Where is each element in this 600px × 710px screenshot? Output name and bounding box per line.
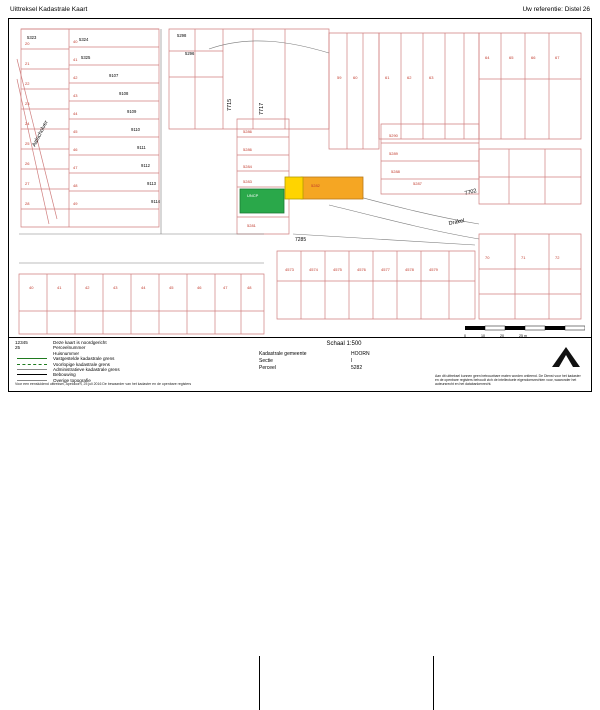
svg-text:42: 42 [73, 75, 78, 80]
svg-text:21: 21 [25, 61, 30, 66]
cadastral-map[interactable] [9, 19, 591, 337]
svg-text:5287: 5287 [413, 181, 422, 186]
svg-text:63: 63 [429, 75, 434, 80]
svg-text:5281: 5281 [247, 223, 256, 228]
svg-text:9108: 9108 [119, 91, 129, 96]
svg-text:45: 45 [73, 129, 78, 134]
svg-text:9111: 9111 [137, 145, 146, 150]
legend-divider-1 [259, 656, 260, 710]
svg-text:20: 20 [25, 41, 30, 46]
scale-tick: 25 m [519, 334, 527, 338]
legend-symbol: 25 [15, 345, 21, 351]
scale-tick: 20 [500, 334, 504, 338]
field-row [259, 351, 429, 358]
svg-text:40: 40 [73, 39, 78, 44]
svg-text:5286: 5286 [243, 129, 252, 134]
svg-text:72: 72 [555, 255, 560, 260]
svg-text:26: 26 [25, 161, 30, 166]
topography-line-icon [17, 380, 47, 381]
svg-text:5282: 5282 [311, 183, 320, 188]
svg-text:23: 23 [25, 101, 30, 106]
field-row [259, 358, 429, 365]
svg-text:65: 65 [509, 55, 514, 60]
legend-text: Voorlopige kadastrale grens [53, 361, 110, 367]
svg-text:42: 42 [85, 285, 90, 290]
svg-text:62: 62 [407, 75, 412, 80]
svg-text:5290: 5290 [389, 133, 398, 138]
svg-text:4577: 4577 [381, 267, 390, 272]
rights-text: Aan dit uittreksel kunnen geen betrouwbare maten worden ontleend. De Dienst voor het kadaster en de openbare registers behoudt zich de intellectuele eigendomsrechten voor, waaronder het auteursrecht en het databankenrecht. [435, 374, 581, 386]
map-vector [9, 19, 591, 337]
svg-text:7717: 7717 [259, 102, 265, 115]
svg-text:44: 44 [73, 111, 78, 116]
reference-label: Uw referentie: Distel 26 [522, 6, 590, 13]
svg-text:66: 66 [531, 55, 536, 60]
scale-tick: 10 [481, 334, 485, 338]
scale-and-identifiers [259, 334, 527, 372]
legend-text: Administratieve kadastrale grens [53, 366, 120, 372]
svg-text:5296: 5296 [185, 51, 195, 56]
svg-text:24: 24 [25, 121, 30, 126]
svg-text:70: 70 [485, 255, 490, 260]
svg-text:7285: 7285 [295, 237, 307, 243]
legend-text: Deze kaart is noordgericht [53, 340, 107, 345]
svg-text:5288: 5288 [391, 169, 400, 174]
dashed-boundary-line-icon [17, 364, 47, 365]
svg-text:43: 43 [113, 285, 118, 290]
svg-text:5324: 5324 [79, 37, 89, 42]
legend-text: Bebouwing [53, 372, 76, 378]
svg-text:5286: 5286 [243, 147, 252, 152]
kadaster-logo-icon [549, 344, 583, 370]
svg-text:44: 44 [141, 285, 146, 290]
svg-text:48: 48 [247, 285, 252, 290]
page-title: Uittreksel Kadastrale Kaart [10, 6, 88, 13]
svg-text:4578: 4578 [405, 267, 414, 272]
svg-text:5283: 5283 [243, 179, 252, 184]
issuer-disclaimer: Voor een eensluidend uittreksel, Apeldoorn, 25 juli 2016 De bewaarder van het kadaster en de openbare registers [15, 382, 192, 386]
svg-text:5323: 5323 [27, 35, 37, 40]
scale-ticks [464, 334, 589, 338]
svg-text:64: 64 [485, 55, 490, 60]
svg-text:60: 60 [353, 75, 358, 80]
field-row [259, 365, 429, 372]
map-frame [8, 18, 592, 392]
svg-text:9109: 9109 [127, 109, 137, 114]
field-key: Perceel [259, 365, 276, 371]
svg-text:5289: 5289 [389, 151, 398, 156]
svg-text:9110: 9110 [131, 127, 141, 132]
svg-text:9113: 9113 [147, 181, 157, 186]
building-line-icon [17, 374, 47, 375]
legend-text: Perceelnummer [53, 345, 86, 351]
svg-text:4574: 4574 [309, 267, 318, 272]
svg-text:7702: 7702 [464, 188, 478, 197]
svg-text:43: 43 [73, 93, 78, 98]
svg-text:45: 45 [169, 285, 174, 290]
legend-text: Huisnummer [53, 350, 80, 356]
field-value: 5282 [351, 365, 363, 371]
svg-text:27: 27 [25, 181, 30, 186]
svg-text:4579: 4579 [429, 267, 438, 272]
svg-text:5298: 5298 [177, 33, 187, 38]
svg-text:47: 47 [73, 165, 78, 170]
svg-text:5325: 5325 [81, 55, 91, 60]
svg-text:48: 48 [73, 183, 78, 188]
svg-text:41: 41 [57, 285, 62, 290]
svg-text:67: 67 [555, 55, 560, 60]
solid-boundary-line-icon [17, 358, 47, 359]
admin-boundary-line-icon [17, 369, 47, 370]
highlighted-parcel [240, 177, 363, 213]
legend-bar [9, 334, 591, 391]
field-value: HOORN [351, 351, 370, 357]
field-value: I [351, 358, 353, 364]
svg-text:46: 46 [73, 147, 78, 152]
svg-text:7715: 7715 [227, 98, 233, 111]
svg-text:Drakel: Drakel [448, 218, 465, 227]
svg-text:UNCP: UNCP [247, 193, 259, 198]
legend-text: Vastgestelde kadastrale grens [53, 356, 115, 362]
svg-text:59: 59 [337, 75, 342, 80]
svg-text:28: 28 [25, 201, 30, 206]
legend-divider-2 [433, 656, 434, 710]
legend-symbols [15, 340, 245, 383]
legend-text: Overige topografie [53, 377, 91, 383]
svg-text:4575: 4575 [333, 267, 342, 272]
svg-text:9112: 9112 [141, 163, 151, 168]
legend-symbol: 12345 [15, 340, 28, 345]
svg-text:47: 47 [223, 285, 228, 290]
svg-text:Aalscholver: Aalscholver [31, 119, 50, 148]
svg-text:22: 22 [25, 81, 30, 86]
svg-text:46: 46 [197, 285, 202, 290]
field-key: Kadastrale gemeente [259, 351, 307, 357]
svg-text:4576: 4576 [357, 267, 366, 272]
svg-text:71: 71 [521, 255, 526, 260]
field-key: Sectie [259, 358, 273, 364]
svg-text:5284: 5284 [243, 164, 252, 169]
svg-text:49: 49 [73, 201, 78, 206]
svg-text:25: 25 [25, 141, 30, 146]
svg-text:9114: 9114 [151, 199, 161, 204]
scale-title: Schaal 1:500 [326, 341, 362, 347]
svg-text:9107: 9107 [109, 73, 119, 78]
svg-text:61: 61 [385, 75, 390, 80]
scale-tick: 0 [464, 334, 466, 338]
svg-text:41: 41 [73, 57, 78, 62]
svg-text:4573: 4573 [285, 267, 294, 272]
svg-text:40: 40 [29, 285, 34, 290]
